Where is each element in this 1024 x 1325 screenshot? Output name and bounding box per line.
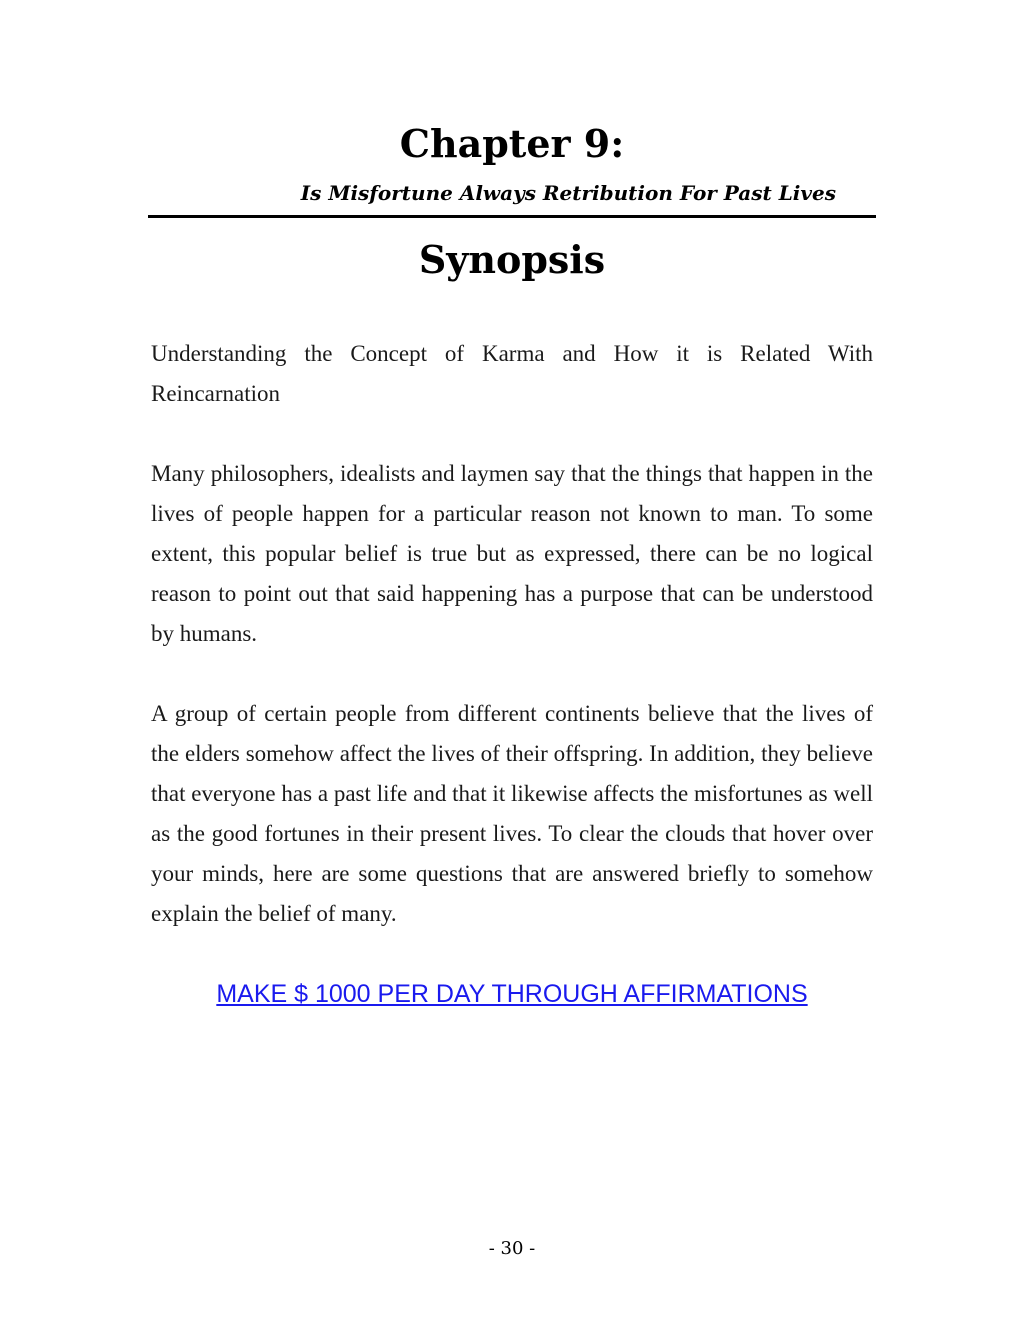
chapter-title: Chapter 9: bbox=[399, 121, 625, 166]
affirmations-link[interactable]: MAKE $ 1000 PER DAY THROUGH AFFIRMATIONS bbox=[216, 980, 808, 1008]
section-title: Synopsis bbox=[418, 237, 606, 282]
paragraph-intro: Understanding the Concept of Karma and How it is Related With Reincarnation bbox=[151, 341, 873, 406]
paragraph-philosophers: Many philosophers, idealists and laymen say that the things that happen in the lives of people happen for a particular reason not known to man. To some extent, this popular belief is true but as expressed, there can be no logical reason to point out that said happening has a purpose that can be understood by humans. bbox=[151, 461, 873, 646]
page-number: - 30 - bbox=[488, 1238, 536, 1259]
chapter-subtitle: Is Misfortune Always Retribution For Past Lives bbox=[300, 181, 836, 205]
paragraph-group-beliefs: A group of certain people from different continents believe that the lives of the elders somehow affect the lives of their offspring. In addition, they believe that everyone has a past life and that it likewise affects the misfortunes as well as the good fortunes in their present lives. To clear the clouds that hover over your minds, here are some questions that are answered briefly to somehow explain the belief of many. bbox=[151, 701, 873, 926]
title-divider bbox=[148, 215, 876, 218]
